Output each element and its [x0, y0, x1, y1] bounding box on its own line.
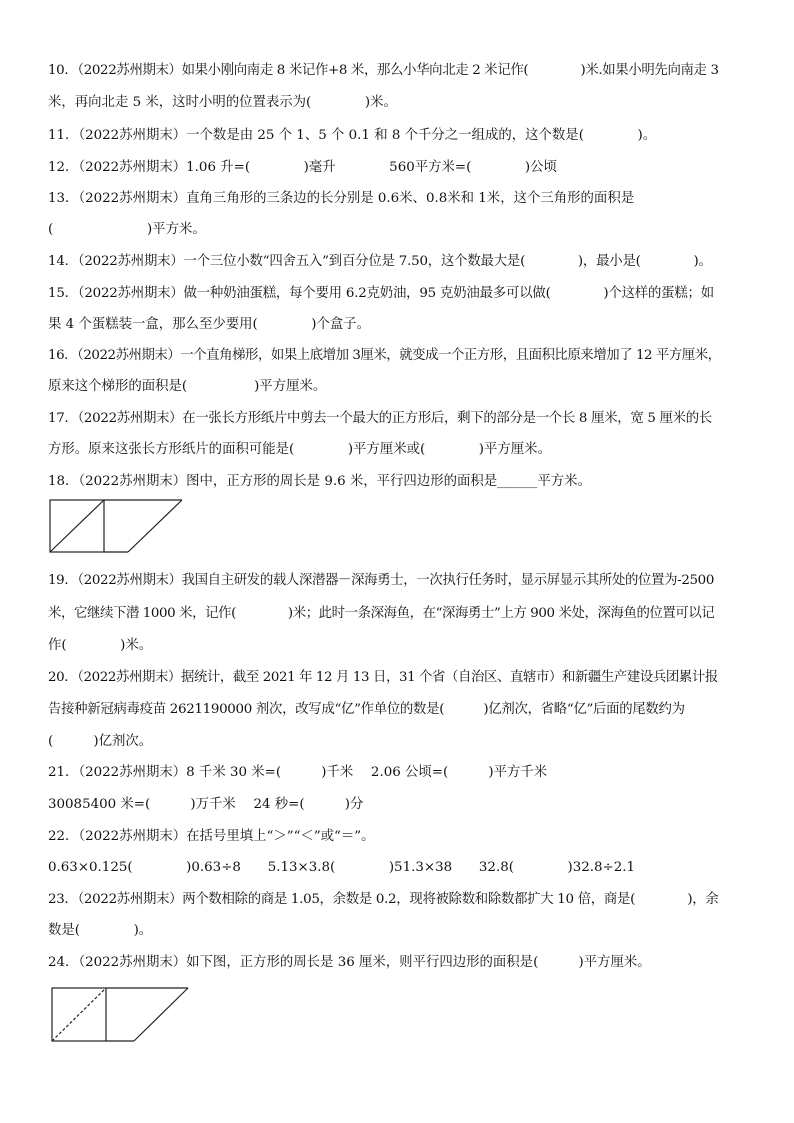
q20-line3: ( )亿剂次。	[48, 734, 153, 749]
q10-line1: 10．（2022苏州期末）如果小刚向南走 8 米记作+8 米，那么小华向北走 2 米记作( )米.如果小明先向南走 3	[48, 63, 719, 78]
q22-comparisons: 0.63×0.125( )0.63÷8 5.13×3.8( )51.3×38 32.8( )32.8÷2.1	[48, 860, 636, 875]
q18: 18．（2022苏州期末）图中，正方形的周长是 9.6 米，平行四边形的面积是______平方米。	[48, 474, 591, 489]
q18-figure	[48, 498, 188, 554]
q20-line1: 20．（2022苏州期末）据统计，截至 2021 年 12 月 13 日，31 个省（自治区、直辖市）和新疆生产建设兵团累计报	[48, 670, 718, 685]
q21-line2: 30085400 米=( )万千米 24 秒=( )分	[48, 797, 364, 812]
q22: 22．（2022苏州期末）在括号里填上“＞”“＜”或“＝”。	[48, 829, 375, 844]
q13-line1: 13．（2022苏州期末）直角三角形的三条边的长分别是 0.6米、0.8米和 1米，这个三角形的面积是	[48, 191, 635, 206]
q15-line2: 果 4 个蛋糕装一盒，那么至少要用( )个盒子。	[48, 317, 371, 332]
q11: 11．（2022苏州期末）一个数是由 25 个 1、5 个 0.1 和 8 个千分之一组成的，这个数是( )。	[48, 128, 657, 143]
q24: 24．（2022苏州期末）如下图，正方形的周长是 36 厘米，则平行四边形的面积是( )平方厘米。	[48, 955, 651, 970]
q24-figure	[50, 985, 195, 1043]
q14: 14．（2022苏州期末）一个三位小数“四舍五入”到百分位是 7.50，这个数最大是( )，最小是( )。	[48, 254, 712, 269]
q12: 12．（2022苏州期末）1.06 升=( )毫升 560平方米=( )公顷	[48, 160, 557, 175]
q21-line1: 21．（2022苏州期末）8 千米 30 米=( )千米 2.06 公顷=( )平方千米	[48, 765, 548, 780]
q17-line2: 方形。原来这张长方形纸片的面积可能是( )平方厘米或( )平方厘米。	[48, 442, 551, 457]
q16-line1: 16．（2022苏州期末）一个直角梯形，如果上底增加 3厘米，就变成一个正方形，且面积比原来增加了 12 平方厘米，	[48, 348, 721, 363]
q13-line2: ( )平方米。	[48, 222, 206, 237]
q23-line2: 数是( )。	[48, 923, 153, 938]
q23-line1: 23．（2022苏州期末）两个数相除的商是 1.05，余数是 0.2，现将被除数和除数都扩大 10 倍，商是( )，余	[48, 892, 719, 907]
q15-line1: 15．（2022苏州期末）做一种奶油蛋糕，每个要用 6.2克奶油，95 克奶油最多可以做( )个这样的蛋糕；如	[48, 286, 714, 301]
q19-line1: 19．（2022苏州期末）我国自主研发的载人深潜器－深海勇士，一次执行任务时，显示屏显示其所处的位置为-2500	[48, 573, 714, 588]
q19-line3: 作( )米。	[48, 638, 153, 653]
q17-line1: 17．（2022苏州期末）在一张长方形纸片中剪去一个最大的正方形后，剩下的部分是一个长 8 厘米，宽 5 厘米的长	[48, 411, 712, 426]
q20-line2: 告接种新冠病毒疫苗 2621190000 剂次，改写成“亿”作单位的数是( )亿剂次，省略“亿”后面的尾数约为	[48, 702, 685, 717]
q19-line2: 米，它继续下潜 1000 米，记作( )米；此时一条深海鱼，在“深海勇士”上方 900 米处，深海鱼的位置可以记	[48, 606, 715, 621]
q10-line2: 米，再向北走 5 米，这时小明的位置表示为( )米。	[48, 95, 397, 110]
q16-line2: 原来这个梯形的面积是( )平方厘米。	[48, 379, 327, 394]
